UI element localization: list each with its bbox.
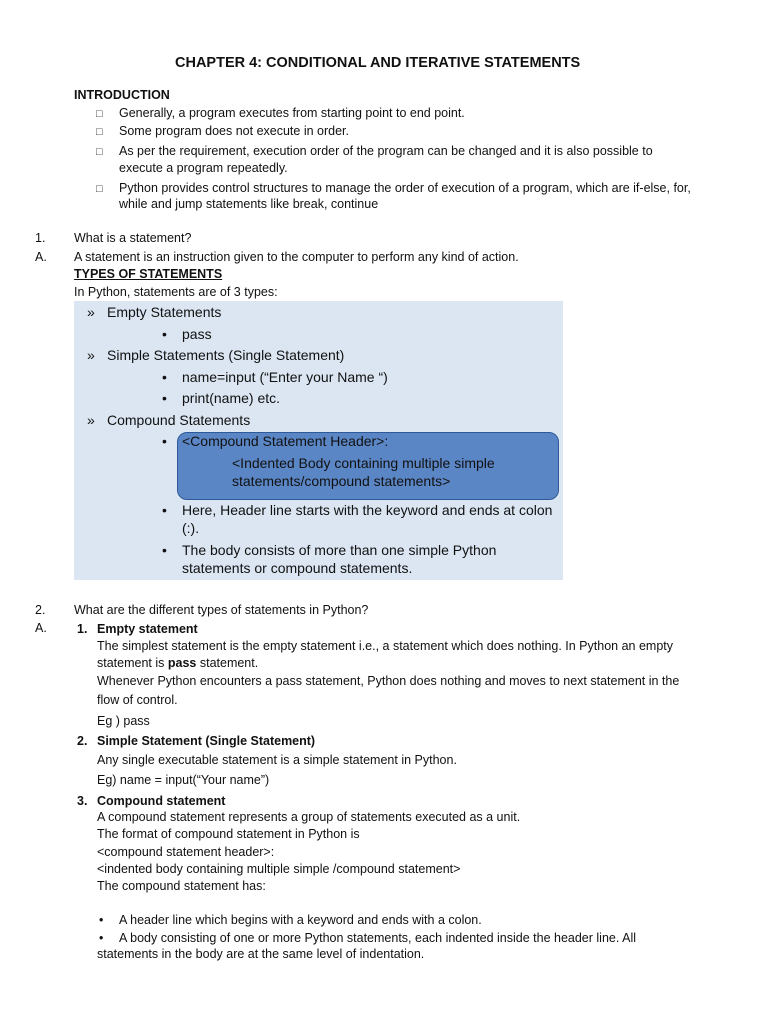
compound-note: statements or compound statements. [182, 560, 413, 576]
answer-marker: A. [35, 250, 47, 264]
compound-body-text: <Indented Body containing multiple simple [232, 455, 495, 471]
compound-bullet-continuation: statements in the body are at the same level of indentation. [97, 947, 425, 961]
section-number: 3. [77, 794, 88, 808]
marker-icon: » [87, 412, 95, 428]
paragraph-line: <compound statement header>: [97, 845, 275, 859]
intro-bullet-continuation: execute a program repeatedly. [119, 161, 288, 175]
compound-note: Here, Header line starts with the keyword and ends at colon [182, 502, 553, 518]
section-title-simple: Simple Statement (Single Statement) [97, 734, 316, 748]
paragraph-line: A compound statement represents a group of statements executed as a unit. [97, 810, 521, 824]
answer-text: A statement is an instruction given to the computer to perform any kind of action. [74, 250, 519, 264]
bullet-dot-icon: • [162, 369, 167, 385]
compound-bullet: A header line which begins with a keyword and ends with a colon. [119, 913, 482, 927]
empty-item: pass [182, 326, 212, 342]
statement-types-figure [74, 301, 563, 580]
intro-bullet: As per the requirement, execution order of the program can be changed and it is also possible to [119, 144, 653, 158]
intro-bullet: Python provides control structures to manage the order of execution of a program, which are if-else, for, [119, 181, 691, 195]
answer-marker: A. [35, 621, 47, 635]
section-title-compound: Compound statement [97, 794, 226, 808]
simple-statements-label: Simple Statements (Single Statement) [107, 347, 345, 363]
compound-statements-label: Compound Statements [107, 412, 251, 428]
bullet-dot-icon: • [162, 433, 167, 449]
chapter-title: CHAPTER 4: CONDITIONAL AND ITERATIVE STATEMENTS [175, 55, 581, 71]
intro-bullet: Some program does not execute in order. [119, 124, 349, 138]
question-text: What are the different types of statements in Python? [74, 603, 369, 617]
paragraph-line: Whenever Python encounters a pass statement, Python does nothing and moves to next statement in the [97, 674, 680, 688]
bullet-dot-icon: • [162, 502, 167, 518]
intro-bullet-continuation: while and jump statements like break, continue [119, 197, 379, 211]
section-title-empty: Empty statement [97, 622, 198, 636]
section-number: 1. [77, 622, 88, 636]
section-number: 2. [77, 734, 88, 748]
bullet-dot-icon: • [162, 326, 167, 342]
bullet-dot-icon: • [162, 542, 167, 558]
example-line: Eg ) pass [97, 714, 150, 728]
compound-header-text: <Compound Statement Header>: [182, 433, 389, 449]
example-line: Eg) name = input(“Your name”) [97, 773, 270, 787]
paragraph-line: The format of compound statement in Python is [97, 827, 360, 841]
intro-bullet: Generally, a program executes from starting point to end point. [119, 106, 465, 120]
paragraph-line: flow of control. [97, 693, 178, 707]
question-text: What is a statement? [74, 231, 192, 245]
marker-icon: » [87, 304, 95, 320]
question-number: 1. [35, 231, 46, 245]
paragraph-line: Any single executable statement is a simple statement in Python. [97, 753, 457, 767]
paragraph-line: The simplest statement is the empty statement i.e., a statement which does nothing. In Python an empty [97, 639, 673, 653]
bullet-box-icon: □ [96, 183, 103, 195]
question-number: 2. [35, 603, 46, 617]
bullet-dot-icon: • [162, 390, 167, 406]
bullet-box-icon: □ [96, 108, 103, 120]
paragraph-line: statement is pass statement. [97, 656, 259, 670]
bullet-dot-icon: • [99, 913, 104, 927]
bullet-box-icon: □ [96, 146, 103, 158]
bullet-dot-icon: • [99, 931, 104, 945]
paragraph-line: <indented body containing multiple simple /compound statement> [97, 862, 461, 876]
simple-item: print(name) etc. [182, 390, 281, 406]
types-heading: TYPES OF STATEMENTS [74, 267, 223, 281]
simple-item: name=input (“Enter your Name “) [182, 369, 388, 385]
compound-note: (:). [182, 520, 200, 536]
compound-note: The body consists of more than one simple Python [182, 542, 497, 558]
bullet-box-icon: □ [96, 126, 103, 138]
introduction-heading: INTRODUCTION [74, 88, 170, 102]
marker-icon: » [87, 347, 95, 363]
empty-statements-label: Empty Statements [107, 304, 222, 320]
compound-bullet: A body consisting of one or more Python statements, each indented inside the header line. All [119, 931, 636, 945]
types-intro: In Python, statements are of 3 types: [74, 285, 278, 299]
compound-body-text: statements/compound statements> [232, 473, 451, 489]
paragraph-line: The compound statement has: [97, 879, 266, 893]
